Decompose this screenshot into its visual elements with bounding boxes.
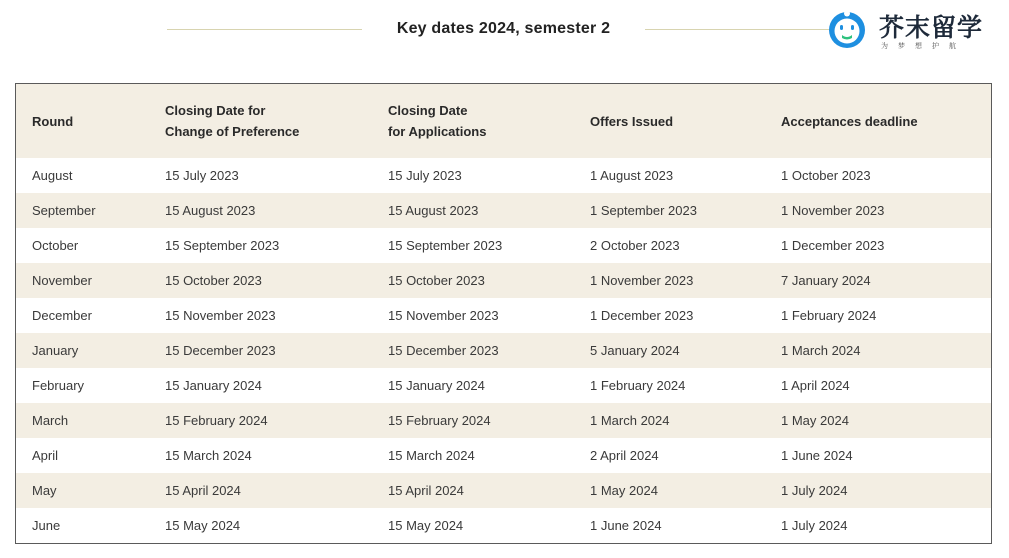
cell-round: May (32, 483, 57, 498)
brand-logo (827, 8, 997, 56)
table-row (16, 368, 991, 403)
cell-closing-change: 15 May 2024 (165, 518, 241, 533)
cell-offers-issued: 2 October 2023 (590, 238, 680, 253)
table-row (16, 193, 991, 228)
cell-round: March (32, 413, 69, 428)
table-row (16, 158, 991, 193)
cell-acceptances-deadline: 7 January 2024 (781, 273, 871, 288)
cell-closing-change: 15 April 2024 (165, 483, 241, 498)
cell-closing-applications: 15 July 2023 (388, 168, 462, 183)
header-rule-right (645, 29, 830, 30)
cell-round: November (32, 273, 92, 288)
cell-offers-issued: 5 January 2024 (590, 343, 680, 358)
header-line: Acceptances deadline (781, 113, 918, 129)
cell-closing-change: 15 March 2024 (165, 448, 252, 463)
header-line: Closing Date (388, 103, 468, 118)
cell-closing-change: 15 August 2023 (165, 203, 256, 218)
logo-subtitle: 为梦想护航 (881, 43, 966, 50)
cell-offers-issued: 1 December 2023 (590, 308, 694, 323)
header (0, 0, 1009, 70)
table-row (16, 473, 991, 508)
table-row (16, 333, 991, 368)
cell-round: September (32, 203, 96, 218)
header-line: Round (32, 113, 74, 129)
cell-closing-change: 15 November 2023 (165, 308, 276, 323)
cell-acceptances-deadline: 1 December 2023 (781, 238, 885, 253)
cell-offers-issued: 1 June 2024 (590, 518, 662, 533)
cell-offers-issued: 1 November 2023 (590, 273, 694, 288)
cell-closing-applications: 15 April 2024 (388, 483, 464, 498)
cell-closing-applications: 15 May 2024 (388, 518, 464, 533)
cell-acceptances-deadline: 1 July 2024 (781, 483, 848, 498)
table-row (16, 403, 991, 438)
cell-round: August (32, 168, 73, 183)
cell-offers-issued: 1 March 2024 (590, 413, 670, 428)
header-rule-left (167, 29, 362, 30)
cell-closing-applications: 15 February 2024 (388, 413, 491, 428)
cell-acceptances-deadline: 1 July 2024 (781, 518, 848, 533)
cell-closing-applications: 15 November 2023 (388, 308, 499, 323)
header-line: Change of Preference (165, 124, 300, 139)
table-row (16, 438, 991, 473)
cell-closing-change: 15 July 2023 (165, 168, 239, 183)
table-row (16, 228, 991, 263)
column-header-closing-applications (388, 100, 486, 142)
cell-offers-issued: 1 September 2023 (590, 203, 697, 218)
cell-acceptances-deadline: 1 May 2024 (781, 413, 849, 428)
header-line: Closing Date for (165, 103, 266, 118)
header-line: Offers Issued (590, 113, 674, 129)
table-row (16, 298, 991, 333)
cell-closing-change: 15 January 2024 (165, 378, 262, 393)
page-title: Key dates 2024, semester 2 (396, 20, 611, 37)
cell-closing-applications: 15 September 2023 (388, 238, 503, 253)
header-line: for Applications (388, 124, 487, 139)
cell-acceptances-deadline: 1 October 2023 (781, 168, 871, 183)
cell-closing-change: 15 September 2023 (165, 238, 280, 253)
logo-text: 芥末留学 (879, 14, 984, 42)
cell-round: January (32, 343, 79, 358)
cell-round: April (32, 448, 59, 463)
face-logo-icon (827, 10, 867, 50)
cell-acceptances-deadline: 1 April 2024 (781, 378, 850, 393)
cell-closing-applications: 15 December 2023 (388, 343, 499, 358)
column-header-closing-change (165, 100, 299, 142)
cell-acceptances-deadline: 1 February 2024 (781, 308, 877, 323)
table-row (16, 263, 991, 298)
column-header-offers (590, 111, 673, 132)
cell-acceptances-deadline: 1 March 2024 (781, 343, 861, 358)
cell-closing-change: 15 December 2023 (165, 343, 276, 358)
table-row (16, 508, 991, 543)
column-header-acceptances (781, 111, 918, 132)
cell-round: February (32, 378, 85, 393)
cell-closing-applications: 15 March 2024 (388, 448, 475, 463)
column-header-round (32, 111, 73, 132)
cell-closing-change: 15 October 2023 (165, 273, 262, 288)
cell-closing-applications: 15 October 2023 (388, 273, 485, 288)
cell-closing-applications: 15 January 2024 (388, 378, 485, 393)
cell-closing-change: 15 February 2024 (165, 413, 268, 428)
table-header-row (16, 84, 991, 158)
cell-round: December (32, 308, 92, 323)
key-dates-table (15, 83, 992, 544)
cell-round: October (32, 238, 79, 253)
cell-offers-issued: 1 February 2024 (590, 378, 686, 393)
cell-offers-issued: 1 May 2024 (590, 483, 658, 498)
cell-round: June (32, 518, 61, 533)
cell-offers-issued: 1 August 2023 (590, 168, 674, 183)
cell-closing-applications: 15 August 2023 (388, 203, 479, 218)
cell-acceptances-deadline: 1 June 2024 (781, 448, 853, 463)
cell-acceptances-deadline: 1 November 2023 (781, 203, 885, 218)
cell-offers-issued: 2 April 2024 (590, 448, 659, 463)
